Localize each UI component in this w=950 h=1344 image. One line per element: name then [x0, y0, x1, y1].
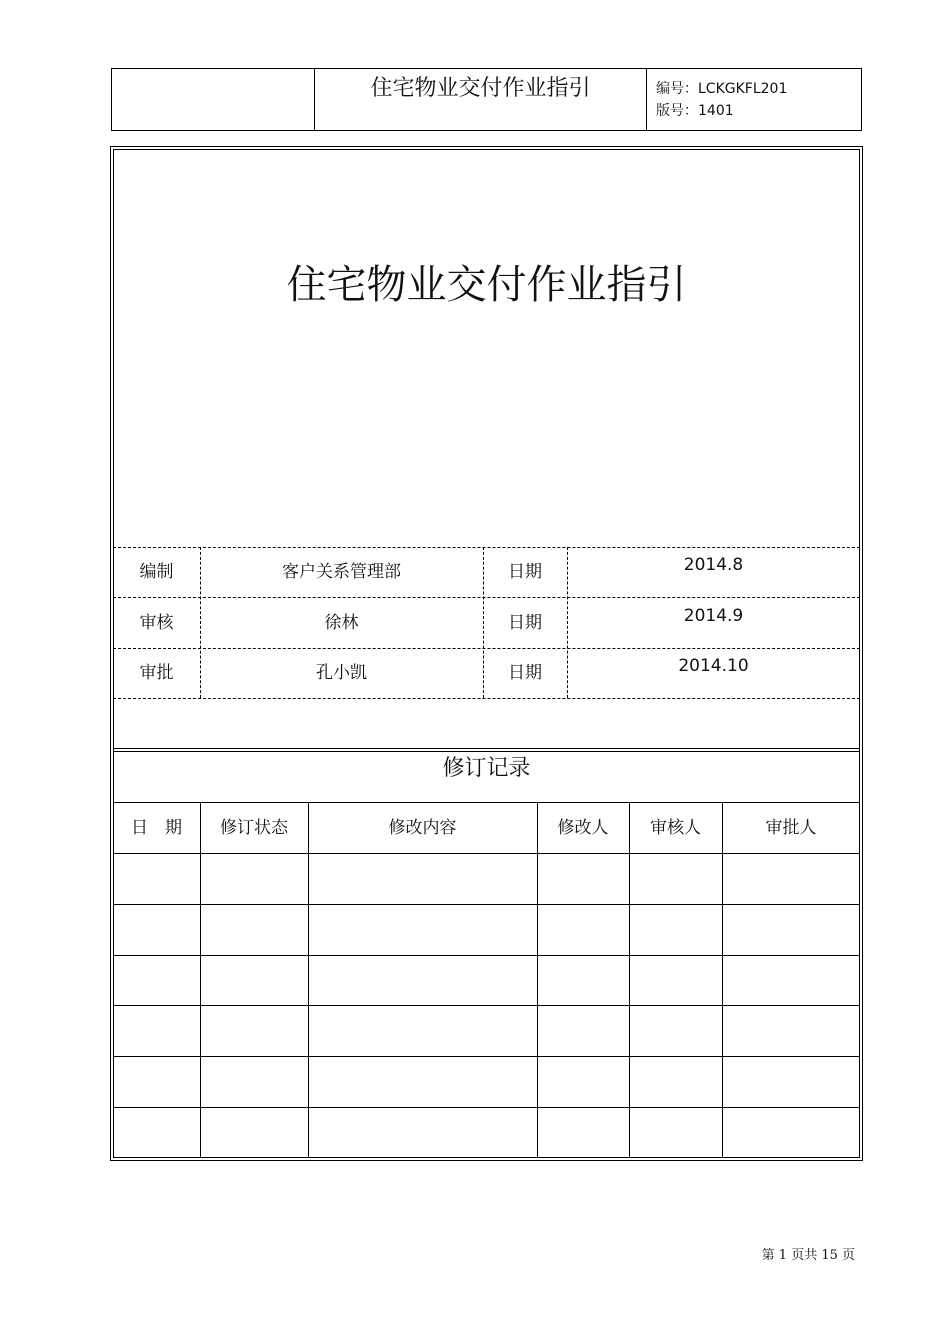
column-header-content: 修改内容	[388, 818, 457, 838]
doc-code-value: LCKGKFL201	[698, 81, 788, 97]
revision-row-line	[113, 955, 860, 956]
revision-row-line	[113, 1056, 860, 1057]
approval-bottom-border	[113, 698, 860, 699]
revision-col-line	[722, 802, 723, 1158]
section-divider	[113, 748, 860, 749]
revision-col-line	[308, 802, 309, 1158]
approval-top-border	[113, 547, 860, 548]
doc-code-line	[656, 78, 861, 100]
revision-col-line	[200, 802, 201, 1158]
revision-row-line	[113, 802, 860, 803]
header-meta	[647, 69, 861, 130]
approval-date-label: 日期	[508, 562, 542, 582]
revision-col-line	[537, 802, 538, 1158]
approval-date-label: 日期	[508, 613, 542, 633]
revision-row-line	[113, 853, 860, 854]
revision-row-line	[113, 1107, 860, 1108]
doc-code-label: 编号：	[656, 81, 698, 97]
approval-role: 审批	[139, 663, 174, 683]
column-header-reviewer: 审核人	[650, 818, 701, 838]
approval-date: 2014.8	[683, 555, 744, 575]
revision-title: 修订记录	[442, 756, 531, 781]
document-title: 住宅物业交付作业指引	[286, 262, 687, 308]
approval-role: 审核	[139, 613, 174, 633]
header-title: 住宅物业交付作业指引	[315, 69, 647, 130]
column-header-approver: 审批人	[765, 818, 817, 838]
doc-version-value: 1401	[698, 103, 734, 119]
document-header	[111, 68, 862, 131]
header-logo-area	[112, 69, 315, 130]
approval-role: 编制	[139, 562, 174, 582]
column-header-modifier: 修改人	[557, 818, 609, 838]
column-header-date: 日 期	[131, 818, 182, 838]
approval-person: 孔小凯	[316, 663, 367, 683]
approval-date: 2014.9	[683, 606, 744, 626]
approval-person: 客户关系管理部	[282, 562, 401, 582]
revision-row-line	[113, 1005, 860, 1006]
approval-date: 2014.10	[678, 656, 749, 676]
doc-version-label: 版号：	[656, 103, 698, 119]
approval-person: 徐林	[324, 613, 359, 633]
revision-row-line	[113, 904, 860, 905]
approval-date-label: 日期	[508, 663, 542, 683]
revision-col-line	[629, 802, 630, 1158]
doc-version-line	[656, 100, 861, 122]
column-header-status: 修订状态	[220, 818, 288, 838]
approval-row-divider	[113, 597, 860, 598]
page-number: 第 1 页共 15 页	[761, 1248, 855, 1263]
approval-row-divider	[113, 648, 860, 649]
